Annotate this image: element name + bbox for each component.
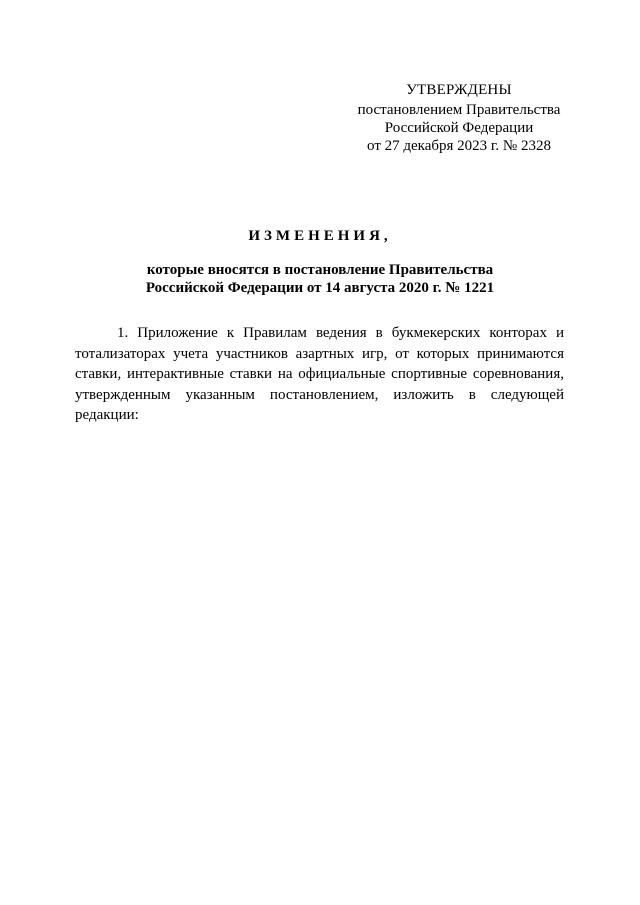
document-subtitle-line-1: которые вносятся в постановление Правительства xyxy=(146,262,494,278)
approval-title: УТВЕРЖДЕНЫ xyxy=(406,82,512,98)
item-number: 1. xyxy=(117,325,129,341)
approval-line-2: Российской Федерации xyxy=(384,120,534,136)
item-text: Приложение к Правилам ведения в букмекерских конторах и тотализаторах учета участников азартных игр, от которых принимаются ставки, интерактивные ставки на официальные спортивные соревнования, утвержденным указанным постановлением, изложить в следующей редакции: xyxy=(75,325,565,423)
approval-line-1: постановлением Правительства xyxy=(357,102,561,118)
document-title: ИЗМЕНЕНИЯ, xyxy=(248,228,392,244)
paragraph-item-1 xyxy=(75,323,564,426)
approval-stamp xyxy=(330,81,588,155)
document-heading xyxy=(70,227,570,297)
document-subtitle-line-2: Российской Федерации от 14 августа 2020 г. № 1221 xyxy=(145,280,495,296)
approval-line-3: от 27 декабря 2023 г. № 2328 xyxy=(367,138,551,154)
